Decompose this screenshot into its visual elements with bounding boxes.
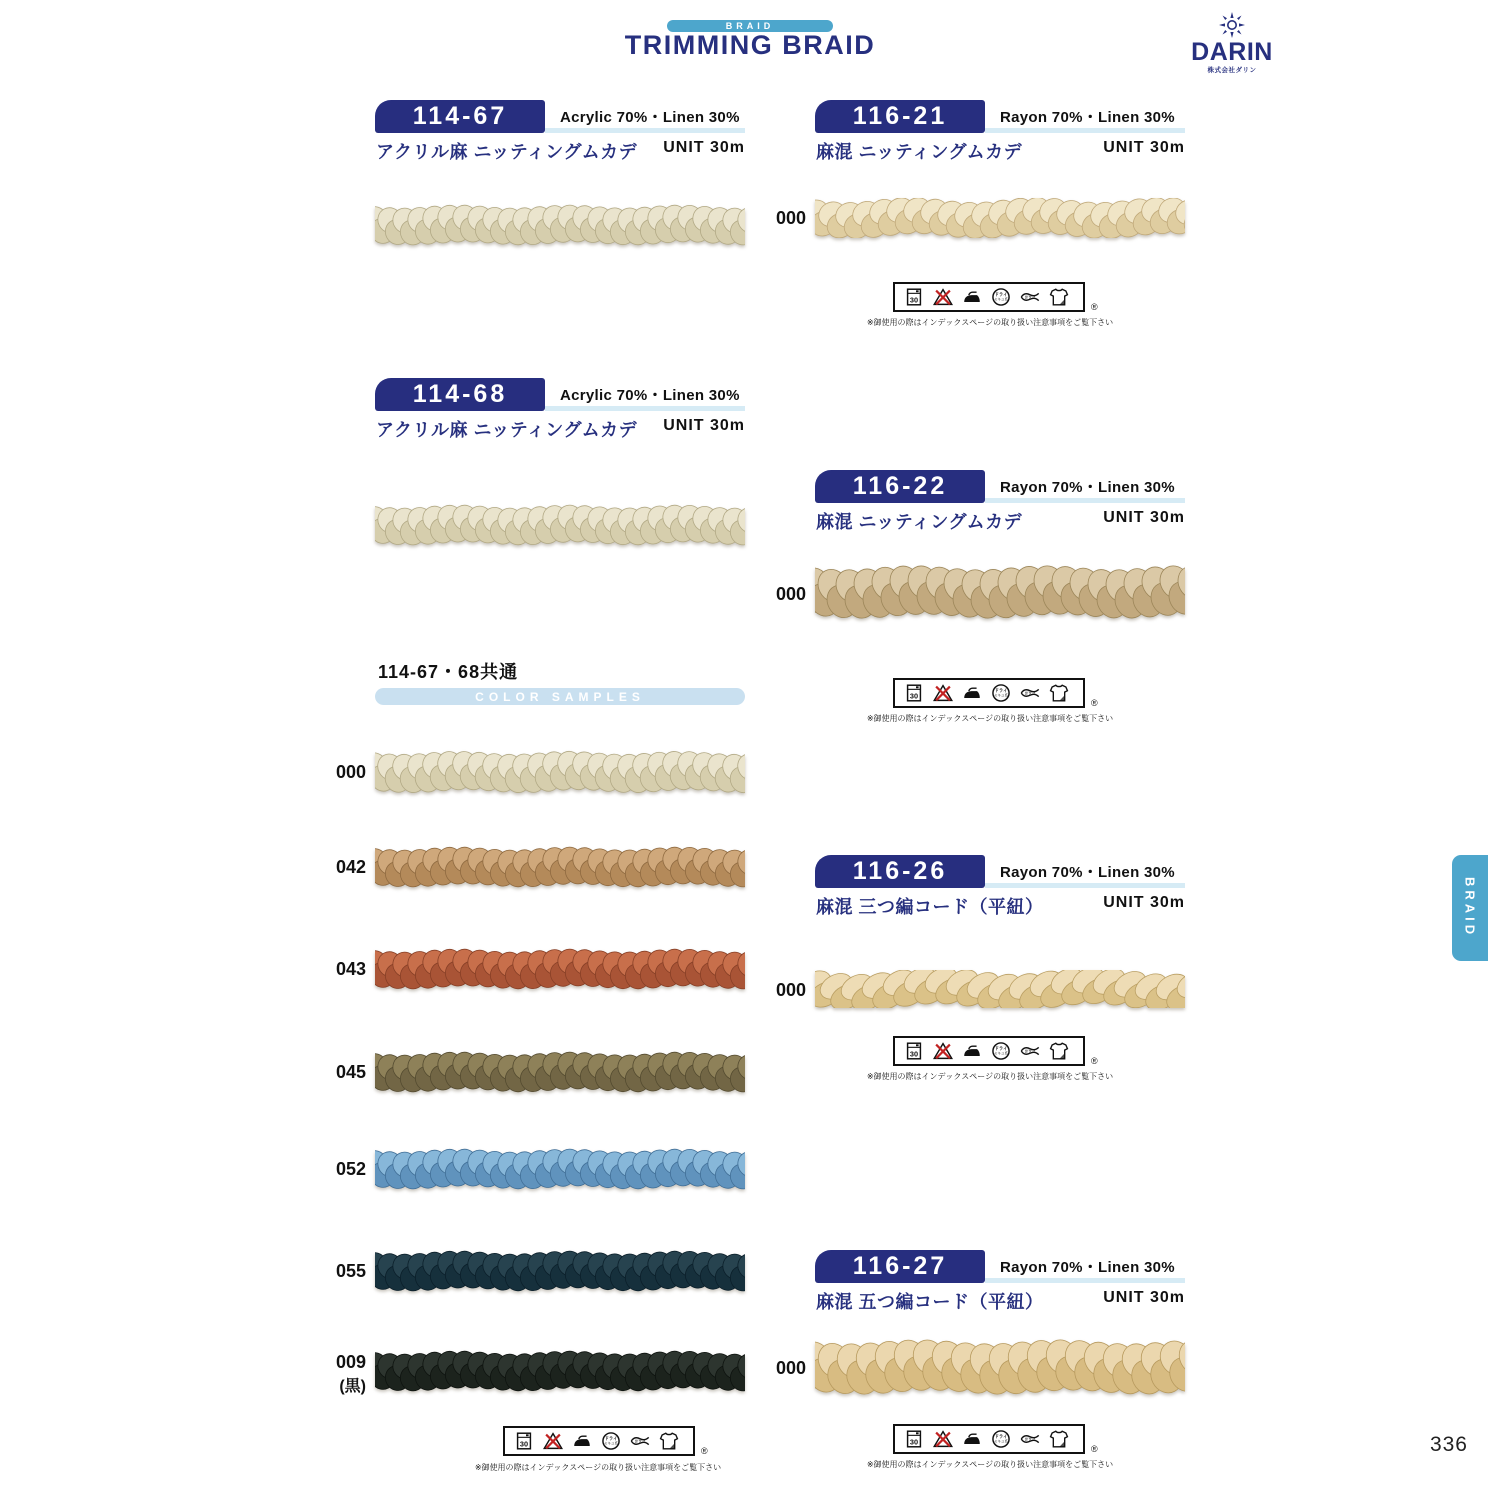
color-code-suffix: (黒) bbox=[339, 1378, 366, 1395]
color-code: 042 bbox=[335, 857, 366, 877]
care-note: ※御使用の際はインデックスページの取り扱い注意事項をご覧下さい bbox=[474, 1463, 722, 1472]
svg-text:ドライ: ドライ bbox=[994, 1434, 1008, 1440]
wring-icon bbox=[1019, 682, 1041, 704]
iron-icon bbox=[961, 1428, 983, 1450]
iron-icon bbox=[961, 286, 983, 308]
braid-sample-image bbox=[375, 1051, 745, 1093]
wash-30-icon bbox=[903, 1040, 925, 1062]
color-code: 052 bbox=[335, 1159, 366, 1179]
svg-text:30: 30 bbox=[519, 1439, 529, 1449]
product-name: 麻混 三つ編コード（平紐） bbox=[816, 897, 1044, 917]
color-code: 000 bbox=[775, 584, 806, 604]
product-name: 麻混 ニッティングムカデ bbox=[816, 512, 1023, 532]
braid-sample-image bbox=[815, 198, 1185, 238]
product-code: 114-68 bbox=[412, 380, 508, 408]
divider-rule bbox=[985, 498, 1185, 503]
registered-mark: ® bbox=[701, 1446, 708, 1456]
composition-text: Rayon 70%・Linen 30% bbox=[1000, 1259, 1175, 1276]
svg-text:ドライ: ドライ bbox=[994, 1046, 1008, 1052]
unit-text: UNIT 30m bbox=[663, 139, 745, 156]
product-code-badge bbox=[815, 100, 985, 133]
composition-text: Acrylic 70%・Linen 30% bbox=[560, 387, 740, 404]
wash-30-icon bbox=[903, 682, 925, 704]
svg-text:ドライ: ドライ bbox=[994, 688, 1008, 694]
divider-rule bbox=[985, 128, 1185, 133]
garment-icon bbox=[1048, 1040, 1070, 1062]
product-code-badge bbox=[375, 100, 545, 133]
care-note: ※御使用の際はインデックスページの取り扱い注意事項をご覧下さい bbox=[866, 714, 1114, 723]
iron-icon bbox=[961, 682, 983, 704]
color-code: 000 bbox=[775, 980, 806, 1000]
svg-text:30: 30 bbox=[909, 1437, 919, 1447]
care-symbols-box bbox=[503, 1426, 695, 1456]
divider-rule bbox=[545, 406, 745, 411]
svg-text:30: 30 bbox=[909, 295, 919, 305]
garment-icon bbox=[658, 1430, 680, 1452]
braid-sample-image bbox=[375, 846, 745, 888]
color-code: 000 bbox=[335, 762, 366, 782]
svg-text:ドライ: ドライ bbox=[994, 292, 1008, 298]
brand-name: DARIN bbox=[1191, 38, 1273, 66]
registered-mark: ® bbox=[1091, 698, 1098, 708]
product-name: アクリル麻 ニッティングムカデ bbox=[376, 420, 638, 440]
wash-30-icon bbox=[513, 1430, 535, 1452]
svg-text:セキユ系: セキユ系 bbox=[604, 1441, 618, 1446]
color-code: 043 bbox=[335, 959, 366, 979]
svg-text:ヨワク: ヨワク bbox=[1024, 691, 1036, 696]
color-code: 000 bbox=[775, 1358, 806, 1378]
braid-sample-image bbox=[375, 750, 745, 794]
svg-text:セキユ系: セキユ系 bbox=[994, 1439, 1008, 1444]
product-name: 麻混 ニッティングムカデ bbox=[816, 142, 1023, 162]
svg-text:ヨワク: ヨワク bbox=[1024, 295, 1036, 300]
svg-text:30: 30 bbox=[909, 1049, 919, 1059]
side-tab-braid bbox=[1452, 855, 1488, 961]
registered-mark: ® bbox=[1091, 1444, 1098, 1454]
wash-30-icon bbox=[903, 1428, 925, 1450]
dry-clean-icon bbox=[990, 286, 1012, 308]
care-symbols-box bbox=[893, 1036, 1085, 1066]
care-note: ※御使用の際はインデックスページの取り扱い注意事項をご覧下さい bbox=[866, 318, 1114, 327]
brand-logo bbox=[1188, 10, 1276, 74]
product-code: 116-27 bbox=[852, 1252, 948, 1280]
braid-sample-image bbox=[375, 1350, 745, 1392]
braid-sample-image bbox=[815, 970, 1185, 1008]
dry-clean-icon bbox=[990, 1428, 1012, 1450]
unit-text: UNIT 30m bbox=[1103, 139, 1185, 156]
svg-text:セキユ系: セキユ系 bbox=[994, 297, 1008, 302]
iron-icon bbox=[571, 1430, 593, 1452]
braid-sample-image bbox=[375, 204, 745, 246]
composition-text: Acrylic 70%・Linen 30% bbox=[560, 109, 740, 126]
care-symbols-box bbox=[893, 282, 1085, 312]
unit-text: UNIT 30m bbox=[1103, 894, 1185, 911]
composition-text: Rayon 70%・Linen 30% bbox=[1000, 864, 1175, 881]
product-name: 麻混 五つ編コード（平紐） bbox=[816, 1292, 1044, 1312]
product-name: アクリル麻 ニッティングムカデ bbox=[376, 142, 638, 162]
garment-icon bbox=[1048, 1428, 1070, 1450]
page-number: 336 bbox=[1429, 1433, 1468, 1456]
shared-products-label: 114-67・68共通 bbox=[378, 662, 519, 682]
no-bleach-icon bbox=[932, 286, 954, 308]
dry-clean-icon bbox=[990, 682, 1012, 704]
composition-text: Rayon 70%・Linen 30% bbox=[1000, 479, 1175, 496]
braid-sample-image bbox=[375, 948, 745, 990]
product-code: 114-67 bbox=[412, 102, 508, 130]
registered-mark: ® bbox=[1091, 1056, 1098, 1066]
wring-icon bbox=[1019, 1428, 1041, 1450]
wash-30-icon bbox=[903, 286, 925, 308]
wring-icon bbox=[1019, 1040, 1041, 1062]
unit-text: UNIT 30m bbox=[1103, 1289, 1185, 1306]
care-note: ※御使用の際はインデックスページの取り扱い注意事項をご覧下さい bbox=[866, 1460, 1114, 1469]
color-samples-banner bbox=[375, 688, 745, 705]
product-code-badge bbox=[815, 855, 985, 888]
no-bleach-icon bbox=[932, 682, 954, 704]
svg-text:ドライ: ドライ bbox=[604, 1436, 618, 1442]
sun-icon bbox=[1217, 10, 1247, 40]
brand-subtext: 株式会社ダリン bbox=[1207, 67, 1257, 74]
color-samples-banner-label: COLOR SAMPLES bbox=[475, 689, 645, 704]
side-tab-label: BRAID bbox=[1462, 877, 1478, 939]
color-code: 045 bbox=[335, 1062, 366, 1082]
svg-text:30: 30 bbox=[909, 691, 919, 701]
no-bleach-icon bbox=[542, 1430, 564, 1452]
no-bleach-icon bbox=[932, 1428, 954, 1450]
category-pill-label: BRAID bbox=[725, 20, 775, 31]
svg-text:ヨワク: ヨワク bbox=[1024, 1049, 1036, 1054]
braid-sample-image bbox=[815, 564, 1185, 620]
product-code-badge bbox=[815, 470, 985, 503]
braid-sample-image bbox=[815, 1338, 1185, 1396]
care-note: ※御使用の際はインデックスページの取り扱い注意事項をご覧下さい bbox=[866, 1072, 1114, 1081]
product-code: 116-26 bbox=[852, 857, 948, 885]
garment-icon bbox=[1048, 682, 1070, 704]
product-code-badge bbox=[815, 1250, 985, 1283]
braid-sample-image bbox=[375, 504, 745, 546]
iron-icon bbox=[961, 1040, 983, 1062]
product-code-badge bbox=[375, 378, 545, 411]
divider-rule bbox=[985, 1278, 1185, 1283]
svg-text:ヨワク: ヨワク bbox=[634, 1439, 646, 1444]
svg-text:ヨワク: ヨワク bbox=[1024, 1437, 1036, 1442]
wring-icon bbox=[1019, 286, 1041, 308]
composition-text: Rayon 70%・Linen 30% bbox=[1000, 109, 1175, 126]
garment-icon bbox=[1048, 286, 1070, 308]
color-code-number: 009 bbox=[335, 1352, 366, 1372]
color-code: 055 bbox=[335, 1261, 366, 1281]
divider-rule bbox=[545, 128, 745, 133]
registered-mark: ® bbox=[1091, 302, 1098, 312]
care-symbols-box bbox=[893, 1424, 1085, 1454]
no-bleach-icon bbox=[932, 1040, 954, 1062]
divider-rule bbox=[985, 883, 1185, 888]
svg-text:セキユ系: セキユ系 bbox=[994, 693, 1008, 698]
braid-sample-image bbox=[375, 1250, 745, 1292]
product-code: 116-21 bbox=[852, 102, 948, 130]
svg-text:セキユ系: セキユ系 bbox=[994, 1051, 1008, 1056]
dry-clean-icon bbox=[600, 1430, 622, 1452]
color-code: 000 bbox=[775, 208, 806, 228]
unit-text: UNIT 30m bbox=[1103, 509, 1185, 526]
product-code: 116-22 bbox=[852, 472, 948, 500]
color-code bbox=[312, 1352, 366, 1396]
care-symbols-box bbox=[893, 678, 1085, 708]
unit-text: UNIT 30m bbox=[663, 417, 745, 434]
dry-clean-icon bbox=[990, 1040, 1012, 1062]
wring-icon bbox=[629, 1430, 651, 1452]
page-title: TRIMMING BRAID bbox=[624, 30, 876, 60]
braid-sample-image bbox=[375, 1148, 745, 1190]
